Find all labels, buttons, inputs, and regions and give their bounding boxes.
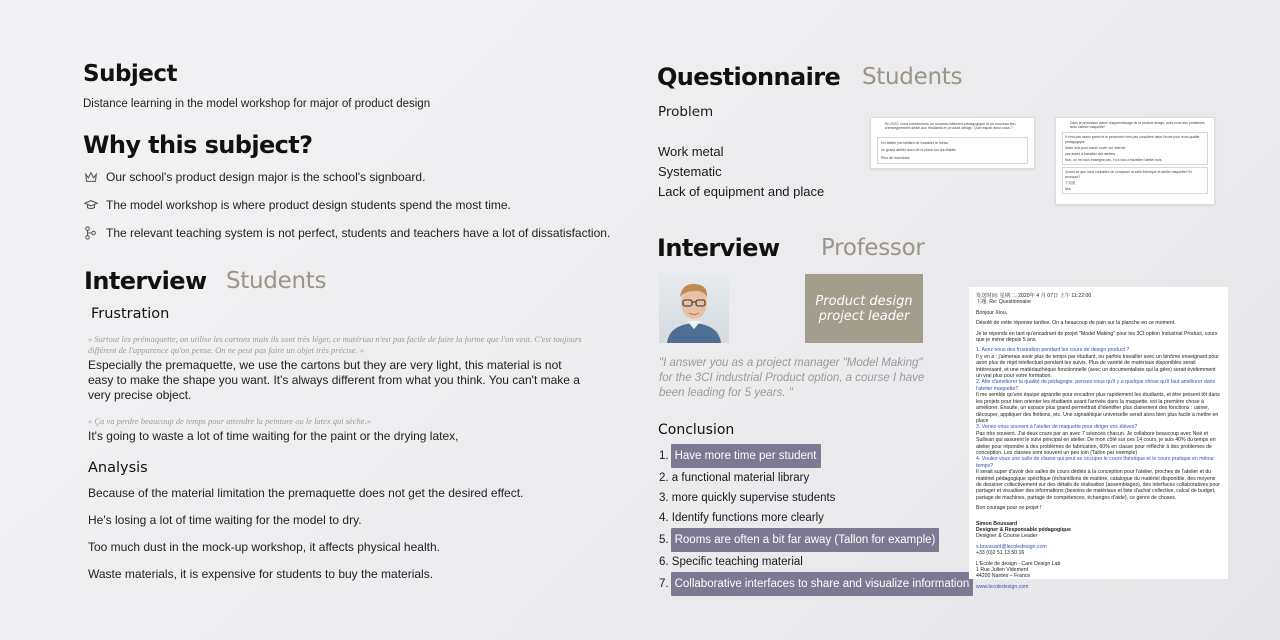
email-signature-role: Designer & Course Leader — [976, 533, 1038, 540]
conclusion-num: 2. — [659, 472, 669, 484]
network-icon — [84, 226, 98, 240]
email-question: 1. Avez-vous des frustration pendant les cours de design product ? — [976, 347, 1130, 354]
conclusion-title: Conclusion — [658, 422, 735, 438]
problem-item: Systematic — [658, 164, 722, 179]
reasons-list — [84, 169, 624, 241]
snapshot-answer: Non, on ne nous enseigne pas, il y'a tout à travailler l'atelier bois — [1065, 158, 1162, 163]
reason-item — [84, 225, 624, 241]
professor-quote: "I answer you as a project manager "Model Making" for the 3CI industrial Product option, a course I have been leading for 5 years. " — [659, 357, 925, 399]
email-address: 44200 Nantes – France — [976, 573, 1031, 580]
conclusion-item — [659, 488, 973, 508]
reason-item — [84, 197, 624, 213]
email-paragraph: Désolé de cette réponse tardive. On a beaucoup de pain sur la planche en ce moment. — [976, 320, 1176, 327]
email-paragraph: Je te réponds en tant qu'encadrant de projet "Model Making" pour les 3CI option Industrial Product, cours que je mène depuis 5 ans. — [976, 330, 1218, 344]
email-answer: Pas très souvent. J'ai deux cours par an avec 7 séances chacun. Je collabore beaucoup avec Noé et Sullivan qui assurent le suivi principal en atelier. De mon côté sur ces 14 cours, je suis 40% du temps en atelier pour répondre à des problèmes de fabrication, 60% en classe pour réfléchir à des problèmes de conception. Les classes sont souvent un peu loin (Tallon par exemple) — [976, 430, 1216, 456]
problems-list — [658, 142, 824, 202]
crown-icon — [84, 170, 98, 184]
snapshot-answer: Notre avis pour savoir ouvrir sur internet — [1065, 145, 1126, 150]
questionnaire-snapshot-2 — [1055, 117, 1215, 205]
email-address: L'Ecole de design - Care Design Lab — [976, 560, 1061, 567]
quote1-english: Especially the premaquette, we use the cartons but they are very light, this material is not easy to make the shape you want. It's always different from what you think. You can't make a very precise object. — [88, 358, 580, 402]
email-closing: Bon courage pour ce projet ! — [976, 505, 1042, 512]
role-card — [805, 274, 923, 343]
subject-title: Subject — [83, 61, 178, 87]
reason-text: The relevant teaching system is not perfect, students and teachers have a lot of dissatisfaction. — [106, 226, 611, 240]
snapshot-question: Dans le processus actuel d'apprentissage de la product design, avez-vous des problèmes avec l'atelier maquette? — [1070, 121, 1205, 130]
email-question: 3. Venez-vous souvent à l'atelier de maquette pour diriger vos élèves? — [976, 424, 1138, 431]
conclusion-item — [659, 444, 973, 468]
email-meta: 主题: Re: Questionnaire — [976, 299, 1032, 306]
interview-professor-tag: Professor — [821, 235, 925, 261]
conclusion-item — [659, 468, 973, 488]
reason-text: Our school's product design major is the school's signboard. — [106, 170, 426, 184]
questionnaire-tag: Students — [862, 64, 963, 90]
interview-students-tag: Students — [226, 268, 327, 294]
conclusion-num: 1. — [659, 450, 669, 462]
conclusion-num: 4. — [659, 512, 669, 524]
snapshot-answer: pas assez à travailler des ateliers — [1065, 152, 1116, 157]
snapshot-answers — [1062, 167, 1208, 194]
role-card-text: Product design project leader — [815, 293, 913, 324]
conclusion-num: 7. — [659, 578, 669, 590]
email-answer: Il y en a : j'aimerais avoir plus de temps par étudiant, ou parfois travailler avec un binôme enseignant pour avoir plus de répit intellectuel pendant les suivis. Plus de variété de matériaux disponibles serait intéressant, et une matériauthèque fonctionnelle (avec un documentaliste qui la gère) serait évidemment un vrai plus pour votre formation. — [976, 353, 1219, 380]
email-address-link[interactable]: s.boussard@lecoledesign.com — [976, 543, 1047, 550]
interview-professor-title: Interview — [657, 234, 780, 262]
conclusion-text-highlighted: Collaborative interfaces to share and visualize information — [671, 572, 974, 596]
conclusion-text-highlighted: Have more time per student — [671, 444, 821, 468]
email-answer: Il serait super d'avoir des salles de cours dédiés à la conception pour l'atelier, proches de l'atelier et du matériel pédagogique spécifique (échantillons de matière, catalogue du matériel disponible, des moyens de dessiner collectivement sur des détails de réalisation (assemblages), des interfaces collaboratives pour partager et visualiser des informations (besoins de matériaux et liste d'achat collective, calcul de budget, partage de machines, partage de compétences, échanges d'aide), ce genre de choses. — [976, 469, 1220, 501]
email-question: 2. Afin d'améliorer la qualité de pédagogie, pensez-vous qu'il y a quelque chose qu'il faut améliorer dans l'atelier maquette? — [976, 379, 1216, 392]
snapshot-answer: un grand atelier avec de la place sur les établis — [881, 148, 956, 153]
conclusion-num: 5. — [659, 534, 669, 546]
frustration-title: Frustration — [91, 306, 170, 322]
email-website-link[interactable]: www.lecoledesign.com — [976, 583, 1029, 590]
snapshot-question: En 2022, nous construirons un nouveau bâtiment pédagogique et un nouveau lieu d'enseignement dédié aux étudiants en product design. Quel espoir avez-vous ? — [885, 122, 1016, 131]
snapshot-answer: Non — [1065, 187, 1072, 192]
conclusion-num: 6. — [659, 556, 669, 568]
email-greeting: Bonjour Xiou, — [976, 309, 1008, 316]
email-address: 1 Rue Julien Videment — [976, 567, 1029, 574]
conclusion-text: more quickly supervise students — [671, 492, 836, 504]
snapshot-answer: Un atelier permettant de travailler le métal — [881, 140, 948, 145]
conclusion-item — [659, 508, 973, 528]
snapshot-answers — [877, 137, 1028, 164]
conclusion-item — [659, 528, 973, 552]
conclusion-text: Specific teaching material — [671, 556, 803, 568]
quote1-french: « Surtout les prémaquette, on utilise les cartons mais ils sont très léger, ce matériau n'est pas facile de faire la forme que l'on veut. C'est toujours différent de l'apparence qu'on pense. On ne peut pas faire un objet très précise. » — [88, 334, 582, 355]
email-signature-name: Simon Boussard — [976, 520, 1018, 527]
conclusion-item — [659, 552, 973, 572]
conclusion-list — [659, 444, 973, 596]
person-icon — [659, 273, 729, 343]
subject-text: Distance learning in the model workshop for major of product design — [83, 98, 431, 110]
problem-item: Work metal — [658, 144, 724, 159]
quote2-english: It's going to waste a lot of time waiting for the paint or the drying latex, — [88, 429, 459, 443]
analysis-item: He's losing a lot of time waiting for the model to dry. — [88, 513, 362, 527]
professor-photo — [659, 273, 729, 343]
questionnaire-title: Questionnaire — [657, 63, 841, 91]
quote2-french: « Ça va perdre beaucoup de temps pour attendre la peinture ou le latex qui sèche.» — [88, 416, 371, 426]
analysis-item: Waste materials, it is expensive for students to buy the materials. — [88, 567, 434, 581]
analysis-item: Too much dust in the mock-up workshop, it affects physical health. — [88, 540, 440, 554]
conclusion-num: 3. — [659, 492, 669, 504]
snapshot-question: Qu'est-ce que vous souhaitez de composer la salle théorique et atelier maquette? Et pourquoi? — [1065, 170, 1192, 179]
conclusion-text: Identify functions more clearly — [671, 512, 824, 524]
snapshot-answer: 不知道 — [1065, 180, 1076, 185]
problem-title: Problem — [658, 104, 714, 120]
snapshot-answer: Il n'est pas assez grand et le personnel n'est pas considéré dans l'école pour leurs qualité pédagogique — [1065, 135, 1200, 144]
problem-item: Lack of equipment and place — [658, 184, 825, 199]
graduation-cap-icon — [84, 198, 98, 212]
email-signature-role: Designer & Responsable pédagogique — [976, 527, 1071, 533]
email-answer: Il me semble qu'une équipe agrandie pour encadrer plus rapidement les étudiants, et être présent tôt dans les projets pour bien orienter les étudiants avant l'arrivée dans la maquette, est la première chose à améliorer. Ensuite, un espace plus grand permettrait d'identifier plus clairement des fonctions : usiner, découper, appliquer des finitions, etc. Une signalétique universelle serait alors bien plus facile à mettre en place — [976, 392, 1220, 424]
interview-students-title: Interview — [84, 267, 207, 295]
analysis-title: Analysis — [88, 460, 148, 476]
why-title: Why this subject? — [83, 131, 313, 159]
email-screenshot — [969, 287, 1228, 590]
email-question: 4. Voulez-vous une salle de classe qui peut se occuper le cours théorique et le cours pratique en même temps? — [976, 456, 1214, 469]
conclusion-text-highlighted: Rooms are often a bit far away (Tallon for example) — [671, 528, 940, 552]
snapshot-answer: Plus de machines — [881, 155, 910, 160]
email-phone: +33 (0)2 51 13 50 16 — [976, 550, 1025, 557]
reason-item — [84, 169, 624, 185]
email-meta: 发送时间: 星期二, 2020年 4 月 07日 上午 11:22:00 — [976, 293, 1092, 299]
snapshot-answers — [1062, 132, 1208, 165]
analysis-item: Because of the material limitation the premaquette does not get the desired effect. — [88, 486, 524, 500]
conclusion-text: a functional material library — [671, 472, 810, 484]
reason-text: The model workshop is where product design students spend the most time. — [106, 198, 511, 212]
questionnaire-snapshot-1 — [870, 117, 1035, 169]
conclusion-item — [659, 572, 973, 596]
